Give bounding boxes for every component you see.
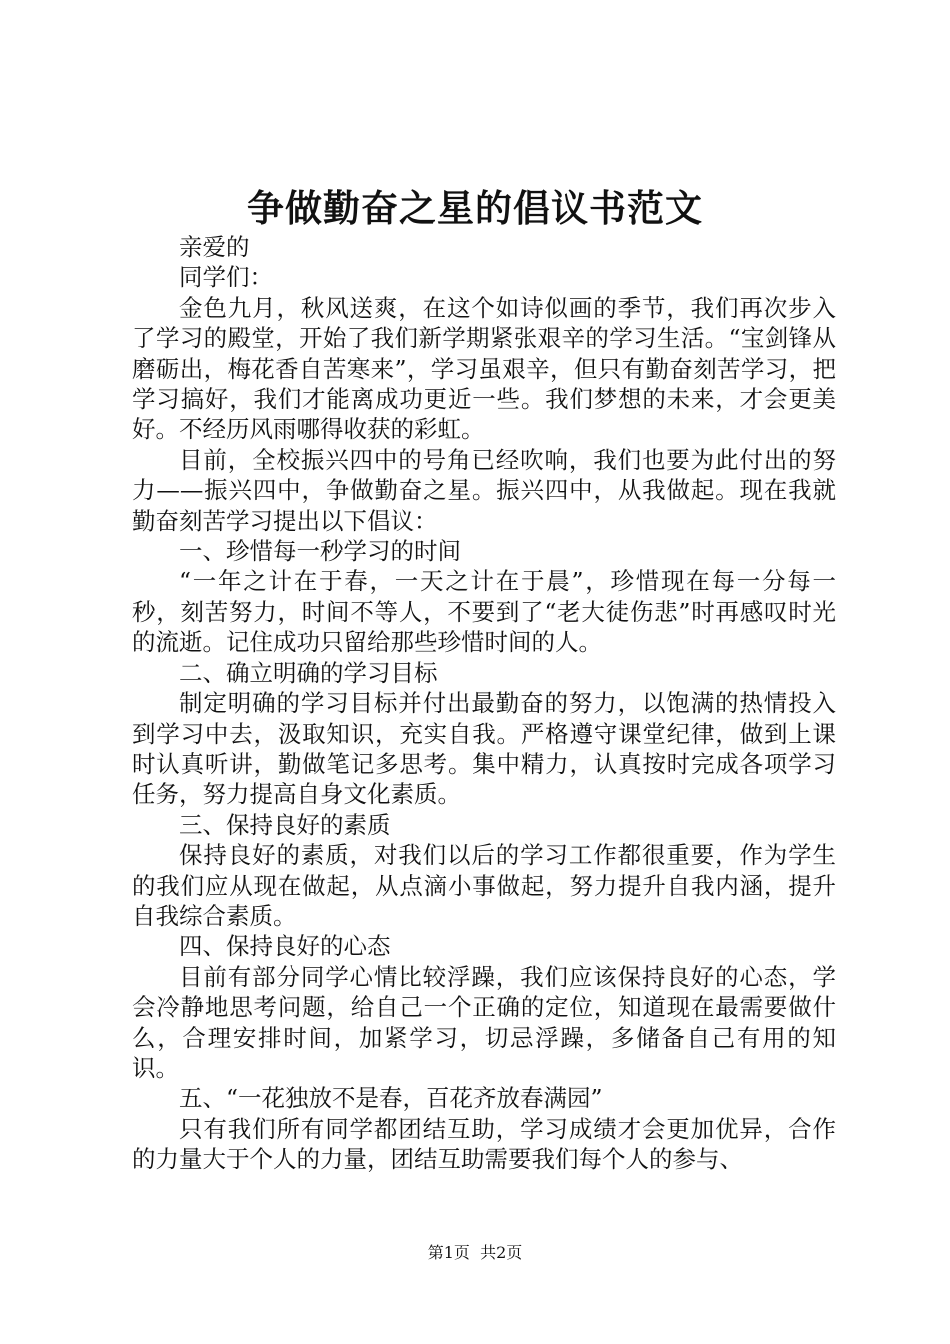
section-body-3: 保持良好的素质，对我们以后的学习工作都很重要，作为学生的我们应从现在做起，从点滴小事做起，努力提升自我内涵，提升自我综合素质。 [132, 841, 836, 930]
section-body-5: 只有我们所有同学都团结互助，学习成绩才会更加优异，合作的力量大于个人的力量，团结互助需要我们每个人的参与、 [132, 1114, 836, 1174]
page-footer [0, 1241, 950, 1265]
section-body-4: 目前有部分同学心情比较浮躁，我们应该保持良好的心态，学会冷静地思考问题，给自己一个正确的定位，知道现在最需要做什么，合理安排时间，加紧学习，切忌浮躁，多储备自己有用的知识。 [132, 962, 836, 1082]
document-title: 争做勤奋之星的倡议书范文 [247, 186, 703, 230]
paragraph-intro: 金色九月，秋风送爽，在这个如诗似画的季节，我们再次步入了学习的殿堂，开始了我们新学期紧张艰辛的学习生活。“宝剑锋从磨砺出，梅花香自苦寒来”，学习虽艰辛，但只有勤奋刻苦学习，把学习搞好，我们才能离成功更近一些。我们梦想的未来，才会更美好。不经历风雨哪得收获的彩虹。 [132, 293, 836, 444]
section-heading-1: 一、珍惜每一秒学习的时间 [179, 537, 461, 566]
page-number: 第1页 共2页 [427, 1243, 523, 1262]
section-body-1: “一年之计在于春，一天之计在于晨”，珍惜现在每一分每一秒，刻苦努力，时间不等人，不要到了“老大徒伤悲”时再感叹时光的流逝。记住成功只留给那些珍惜时间的人。 [132, 567, 836, 657]
document-body [132, 232, 836, 1175]
section-body-2: 制定明确的学习目标并付出最勤奋的努力，以饱满的热情投入到学习中去，汲取知识，充实自我。严格遵守课堂纪律，做到上课时认真听讲，勤做笔记多思考。集中精力，认真按时完成各项学习任务，努力提高自身文化素质。 [132, 689, 836, 809]
section-heading-3: 三、保持良好的素质 [179, 810, 391, 839]
greeting-line-1: 亲爱的 [179, 233, 250, 261]
section-heading-2: 二、确立明确的学习目标 [179, 658, 438, 687]
section-heading-4: 四、保持良好的心态 [179, 932, 391, 961]
paragraph-call: 目前，全校振兴四中的号角已经吹响，我们也要为此付出的努力——振兴四中，争做勤奋之星。振兴四中，从我做起。现在我就勤奋刻苦学习提出以下倡议： [132, 445, 836, 535]
section-heading-5: 五、“一花独放不是春，百花齐放春满园” [179, 1084, 603, 1113]
greeting-line-2: 同学们： [179, 263, 273, 292]
